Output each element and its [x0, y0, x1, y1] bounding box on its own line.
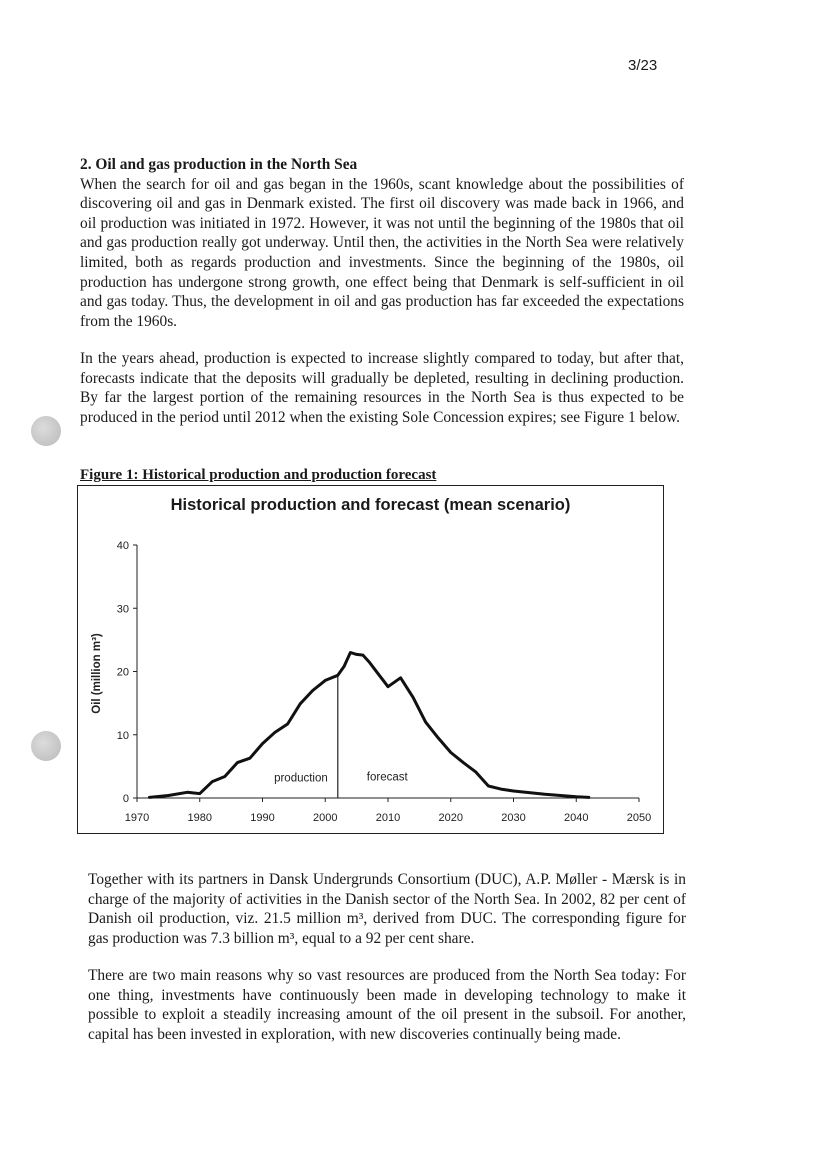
data-point	[286, 723, 288, 725]
x-tick-label-1980: 1980	[187, 812, 212, 824]
x-tick-label-2020: 2020	[438, 812, 463, 824]
production-label: production	[274, 772, 328, 785]
data-point	[167, 794, 169, 796]
paragraph-1: When the search for oil and gas began in the 1960s, scant knowledge about the possibilities of discovering oil and gas in Denmark existed. The first oil discovery was made back in 1966, and oil production was initiated in 1972. However, it was not until the beginning of the 1980s that oil and gas production really got underway. Until then, the activities in the North Sea were relatively limited, both as regards production and investments. Since the beginning of the 1980s, oil production has undergone strong growth, one effect being that Denmark is self-sufficient in oil and gas today. Thus, the development in oil and gas production has far exceeded the expectations from the 1960s.	[80, 175, 684, 330]
data-point	[274, 731, 276, 733]
figure-caption: Figure 1: Historical production and production forecast	[80, 467, 437, 483]
data-point	[588, 796, 590, 798]
data-point	[399, 677, 401, 679]
forecast-label: forecast	[366, 771, 408, 784]
data-point	[312, 689, 314, 691]
y-tick-label-30: 30	[116, 603, 129, 616]
punch-hole-bottom	[31, 731, 61, 761]
punch-hole-top	[31, 416, 61, 446]
section-reasons	[88, 966, 686, 1044]
data-point	[299, 703, 301, 705]
paragraph-2: In the years ahead, production is expected to increase slightly compared to today, but after that, forecasts indicate that the deposits will gradually be depleted, resulting in declining production. By far the largest portion of the remaining resources in the North Sea is thus expected to be produced in the period until 2012 when the existing Sole Concession expires; see Figure 1 below.	[80, 350, 684, 426]
data-point	[437, 737, 439, 739]
data-point	[343, 665, 345, 667]
x-tick-label-2000: 2000	[313, 812, 338, 824]
figure-chart	[77, 485, 664, 834]
data-point	[512, 790, 514, 792]
paragraph-4: There are two main reasons why so vast resources are produced from the North Sea today: For one thing, investments have continuously been made in developing technology to make it possible to exploit a steadily increasing amount of the oil present in the subsoil. For another, capital has been invested in exploration, with new discoveries continually being made.	[88, 967, 686, 1043]
data-point	[236, 761, 238, 763]
data-point	[324, 679, 326, 681]
data-point	[424, 721, 426, 723]
data-point	[387, 685, 389, 687]
data-point	[249, 757, 251, 759]
data-point	[412, 696, 414, 698]
data-point	[374, 669, 376, 671]
x-tick-label-2030: 2030	[501, 812, 526, 824]
x-tick-label-2050: 2050	[626, 812, 652, 824]
y-tick-label-20: 20	[116, 666, 129, 679]
y-tick-label-10: 10	[116, 729, 129, 742]
data-point	[186, 791, 188, 793]
y-tick-label-0: 0	[122, 793, 129, 805]
data-point	[148, 796, 150, 798]
data-point	[224, 775, 226, 777]
chart-plot	[78, 486, 663, 833]
section-intro	[80, 155, 684, 331]
x-tick-label-2040: 2040	[564, 812, 589, 824]
data-point	[487, 785, 489, 787]
section-outlook	[80, 349, 684, 427]
data-point	[368, 661, 370, 663]
x-tick-label-2010: 2010	[375, 812, 401, 824]
x-tick-label-1990: 1990	[250, 812, 275, 824]
data-point	[475, 771, 477, 773]
y-tick-label-40: 40	[116, 540, 129, 552]
data-point	[462, 761, 464, 763]
data-point	[362, 654, 364, 656]
data-point	[450, 751, 452, 753]
data-point	[337, 674, 339, 676]
data-point	[575, 796, 577, 798]
section-duc	[88, 870, 686, 948]
data-point	[500, 788, 502, 790]
section-title: 2. Oil and gas production in the North Sea	[80, 156, 358, 173]
paragraph-3: Together with its partners in Dansk Undergrunds Consortium (DUC), A.P. Møller - Mærsk is in charge of the majority of activities in the Danish sector of the North Sea. In 2002, 82 per cent of Danish oil production, viz. 21.5 million m³, derived from DUC. The corresponding figure for gas production was 7.3 billion m³, equal to a 92 per cent share.	[88, 871, 686, 947]
data-point	[355, 653, 357, 655]
data-point	[211, 780, 213, 782]
data-point	[544, 793, 546, 795]
data-point	[199, 792, 201, 794]
data-point	[261, 742, 263, 744]
y-axis-label: Oil (million m³)	[91, 633, 103, 714]
chart-title: Historical production and forecast (mean scenario)	[170, 496, 571, 514]
page-number: 3/23	[628, 57, 658, 74]
data-point	[349, 651, 351, 653]
x-tick-label-1970: 1970	[124, 812, 150, 824]
